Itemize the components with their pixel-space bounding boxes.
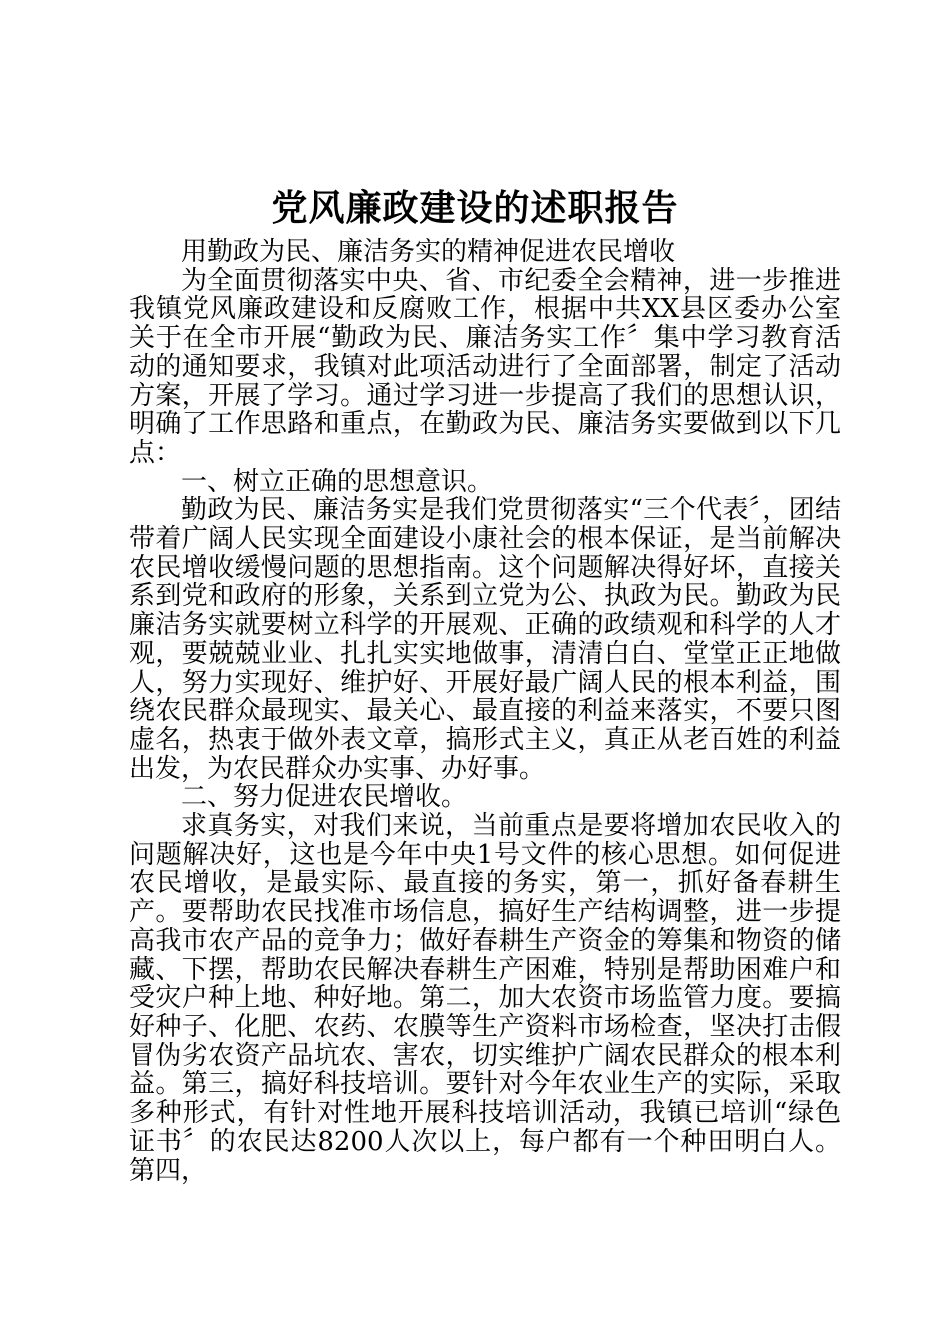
subtitle-paragraph: 用勤政为民、廉洁务实的精神促进农民增收	[181, 237, 676, 267]
section-2-paragraph: 求真务实，对我们来说，当前重点是要将增加农民收入的问题解决好，这也是今年中央1号文件的核心思想。如何促进农民增收，是最实际、最直接的务实，第一，抓好备春耕生产。要帮助农民找准市场信息，搞好生产结构调整，进一步提高我市农产品的竞争力；做好春耕生产资金的筹集和物资的储藏、下摆，帮助农民解决春耕生产困难，特别是帮助困难户和受灾户种上地、种好地。第二，加大农资市场监管力度。要搞好种子、化肥、农药、农膜等生产资料市场检查，坚决打击假冒伪劣农资产品坑农、害农，切实维护广阔农民群众的根本利益。第三，搞好科技培训。要针对今年农业生产的实际，采取多种形式，有针对性地开展科技培训活动，我镇已培训“绿色证书〞的农民达8200人次以上，每户都有一个种田明白人。第四，	[129, 811, 841, 1186]
section-heading-1: 一、树立正确的思想意识。	[181, 466, 494, 497]
document-title: 党风廉政建设的述职报告	[271, 188, 679, 229]
section-heading-2: 二、努力促进农民增收。	[181, 782, 468, 813]
intro-paragraph: 为全面贯彻落实中央、省、市纪委全会精神，进一步推进我镇党风廉政建设和反腐败工作，根据中共XX县区委办公室关于在全市开展“勤政为民、廉洁务实工作〞集中学习教育活动的通知要求，我镇对此项活动进行了全面部署，制定了活动方案，开展了学习。通过学习进一步提高了我们的思想认识，明确了工作思路和重点，在勤政为民、廉洁务实要做到以下几点：	[129, 265, 841, 468]
section-1-paragraph: 勤政为民、廉洁务实是我们党贯彻落实“三个代表〞，团结带着广阔人民实现全面建设小康社会的根本保证，是当前解决农民增收缓慢问题的思想指南。这个问题解决得好坏，直接关系到党和政府的形象，关系到立党为公、执政为民。勤政为民廉洁务实就要树立科学的开展观、正确的政绩观和科学的人才观，要兢兢业业、扎扎实实地做事，清清白白、堂堂正正地做人，努力实现好、维护好、开展好最广阔人民的根本利益，围绕农民群众最现实、最关心、最直接的利益来落实，不要只图虚名，热衷于做外表文章，搞形式主义，真正从老百姓的利益出发，为农民群众办实事、办好事。	[129, 495, 841, 784]
document-body	[129, 238, 841, 1185]
